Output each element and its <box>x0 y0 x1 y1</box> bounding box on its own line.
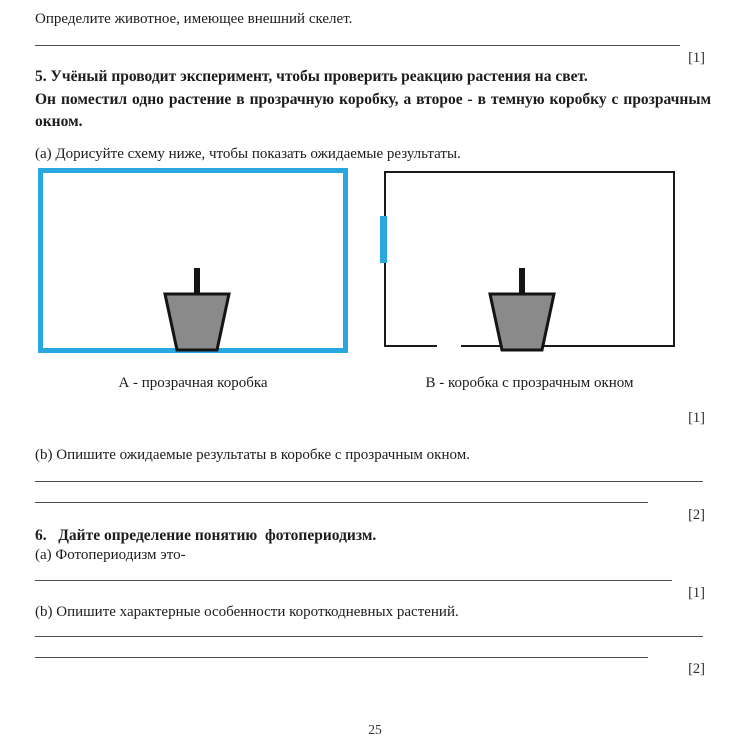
q6-part-a-answer-line[interactable] <box>35 580 672 581</box>
plant-stem-b <box>519 268 525 295</box>
q5-part-b-answer-line-1[interactable] <box>35 481 703 482</box>
pot-body-b <box>490 294 554 350</box>
q5-part-b-prompt: (b) Опишите ожидаемые результаты в коробке с прозрачным окном. <box>35 447 470 463</box>
q6-part-b-answer-line-1[interactable] <box>35 636 703 637</box>
plant-stem-a <box>194 268 200 295</box>
q6-part-b-prompt: (b) Опишите характерные особенности короткодневных растений. <box>35 604 459 620</box>
q5-part-a-prompt: (a) Дорисуйте схему ниже, чтобы показать ожидаемые результаты. <box>35 146 461 162</box>
q5-statement-line2: Он поместил одно растение в прозрачную коробку, а второе - в темную коробку с прозрачным окном. <box>35 91 711 130</box>
q5-part-b-mark-badge: [2] <box>688 507 705 523</box>
q6-part-b-mark-badge: [2] <box>688 661 705 677</box>
q6-part-a-mark-badge: [1] <box>688 585 705 601</box>
q6-part-a-prompt: (a) Фотопериодизм это- <box>35 547 186 563</box>
page-number: 25 <box>368 722 382 737</box>
intro-mark-badge: [1] <box>688 50 705 66</box>
q6-header: 6. Дайте определение понятию фотопериодизм. <box>35 527 377 544</box>
plant-pot-b <box>487 268 557 352</box>
transparent-window-bar <box>380 216 387 263</box>
intro-question-text: Определите животное, имеющее внешний скелет. <box>35 11 353 27</box>
q5-part-b-answer-line-2[interactable] <box>35 502 648 503</box>
q5-statement-line1: 5. Учёный проводит эксперимент, чтобы проверить реакцию растения на свет. <box>35 68 588 85</box>
q6-part-b-answer-line-2[interactable] <box>35 657 648 658</box>
box-a-caption: А - прозрачная коробка <box>118 375 268 391</box>
intro-answer-line[interactable] <box>35 45 680 46</box>
box-b-caption: В - коробка с прозрачным окном <box>425 375 634 391</box>
pot-body-a <box>165 294 229 350</box>
box-b-border-gap <box>437 344 461 349</box>
q5-part-a-mark-badge: [1] <box>688 410 705 426</box>
plant-pot-a <box>162 268 232 352</box>
